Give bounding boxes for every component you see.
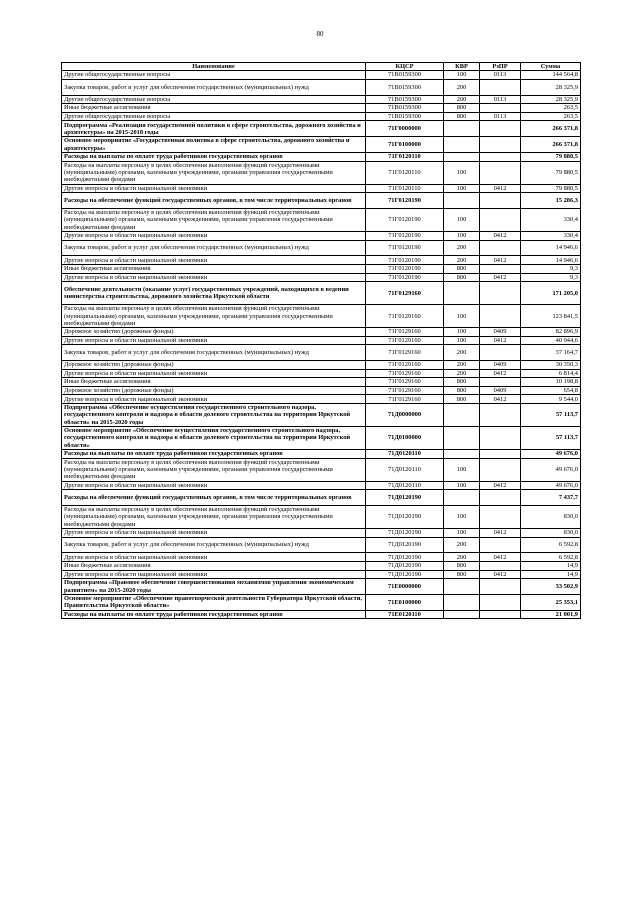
row-kvr-cell: 100 <box>444 161 480 184</box>
row-sum-cell: 830,0 <box>521 529 581 538</box>
row-rzpr-cell <box>480 137 521 153</box>
table-row <box>62 610 581 619</box>
row-kcsr-cell: 71Д0100000 <box>366 427 444 450</box>
table-row <box>62 282 581 305</box>
row-rzpr-cell <box>480 579 521 595</box>
row-kvr-cell: 200 <box>444 240 480 256</box>
table-row <box>62 193 581 209</box>
row-kvr-cell <box>444 579 480 595</box>
row-kcsr-cell: 71В0159300 <box>366 95 444 104</box>
row-sum-cell: 6 814,4 <box>521 369 581 378</box>
row-name-cell: Расходы на выплаты персоналу в целях обеспечения выполнения функций государственными (муниципальными) органами, казенными учреждениями, органами управления государственными внебюджетными фондами <box>62 208 366 231</box>
row-kcsr-cell: 71Г0120190 <box>366 208 444 231</box>
row-kcsr-cell: 71Г0129160 <box>366 386 444 395</box>
row-kcsr-cell: 71Г0120110 <box>366 184 444 193</box>
table-row <box>62 256 581 265</box>
row-kcsr-cell: 71Г0120190 <box>366 231 444 240</box>
row-kvr-cell: 800 <box>444 570 480 579</box>
row-name-cell: Подпрограмма «Правовое обеспечение совершенствования механизмов управления экономическим развитием» на 2015-2020 годы <box>62 579 366 595</box>
row-kvr-cell: 800 <box>444 386 480 395</box>
row-rzpr-cell <box>480 104 521 113</box>
row-kcsr-cell: 71Д0120110 <box>366 450 444 459</box>
row-name-cell: Расходы на обеспечение функций государственных органов, в том числе территориальных органов <box>62 193 366 209</box>
row-sum-cell: 9,3 <box>521 273 581 282</box>
header-kvr: КВР <box>444 63 480 71</box>
budget-table <box>61 62 581 619</box>
row-kvr-cell <box>444 193 480 209</box>
row-rzpr-cell <box>480 79 521 95</box>
row-sum-cell: 10 198,8 <box>521 378 581 387</box>
row-rzpr-cell <box>480 610 521 619</box>
row-rzpr-cell: 0412 <box>480 481 521 490</box>
row-rzpr-cell <box>480 506 521 529</box>
table-row <box>62 152 581 161</box>
row-sum-cell: 37 164,7 <box>521 345 581 361</box>
row-kcsr-cell: 71Г0120190 <box>366 273 444 282</box>
table-row <box>62 369 581 378</box>
row-kcsr-cell: 71В0159300 <box>366 71 444 80</box>
row-name-cell: Иные бюджетные ассигнования <box>62 104 366 113</box>
row-rzpr-cell <box>480 404 521 427</box>
row-rzpr-cell: 0412 <box>480 369 521 378</box>
row-sum-cell: 28 325,9 <box>521 95 581 104</box>
row-name-cell: Основное мероприятие «Обеспечение правотворческой деятельности Губернатора Иркутской области, Правительства Иркутской области» <box>62 595 366 611</box>
row-kcsr-cell: 71Г0120110 <box>366 152 444 161</box>
row-kvr-cell: 200 <box>444 361 480 370</box>
row-name-cell: Основное мероприятие «Государственная политика в сфере строительства, дорожного хозяйства и архитектуры» <box>62 137 366 153</box>
row-kvr-cell <box>444 152 480 161</box>
row-rzpr-cell: 0412 <box>480 336 521 345</box>
row-kcsr-cell: 71Е0000000 <box>366 579 444 595</box>
row-name-cell: Закупка товаров, работ и услуг для обеспечения государственных (муниципальных) нужд <box>62 537 366 553</box>
row-rzpr-cell <box>480 345 521 361</box>
row-rzpr-cell <box>480 161 521 184</box>
row-kcsr-cell: 71Д0120110 <box>366 458 444 481</box>
table-row <box>62 79 581 95</box>
row-kcsr-cell: 71Г0129160 <box>366 345 444 361</box>
table-row <box>62 121 581 137</box>
row-name-cell: Другие вопросы в области национальной экономики <box>62 369 366 378</box>
row-kvr-cell <box>444 450 480 459</box>
row-kcsr-cell: 71Е0100000 <box>366 595 444 611</box>
row-kvr-cell: 200 <box>444 256 480 265</box>
row-kcsr-cell: 71Д0000000 <box>366 404 444 427</box>
row-sum-cell: 330,4 <box>521 231 581 240</box>
row-kcsr-cell: 71Г0120190 <box>366 240 444 256</box>
row-rzpr-cell <box>480 490 521 506</box>
row-kvr-cell: 100 <box>444 208 480 231</box>
row-kvr-cell: 800 <box>444 562 480 571</box>
row-name-cell: Дорожное хозяйство (дорожные фонды) <box>62 328 366 337</box>
row-name-cell: Расходы на выплаты персоналу в целях обеспечения выполнения функций государственными (муниципальными) органами, казенными учреждениями, органами управления государственными внебюджетными фондами <box>62 305 366 328</box>
row-rzpr-cell: 0409 <box>480 361 521 370</box>
row-rzpr-cell: 0412 <box>480 184 521 193</box>
table-row <box>62 95 581 104</box>
row-kcsr-cell: 71В0159300 <box>366 79 444 95</box>
table-row <box>62 231 581 240</box>
row-name-cell: Иные бюджетные ассигнования <box>62 562 366 571</box>
row-kvr-cell: 100 <box>444 529 480 538</box>
row-kvr-cell <box>444 121 480 137</box>
row-name-cell: Расходы на обеспечение функций государственных органов, в том числе территориальных органов <box>62 490 366 506</box>
row-rzpr-cell: 0113 <box>480 71 521 80</box>
table-row <box>62 458 581 481</box>
row-kcsr-cell: 71Г0120190 <box>366 264 444 273</box>
row-rzpr-cell <box>480 240 521 256</box>
row-name-cell: Основное мероприятие «Обеспечение осуществления государственного строительного надзора, государственного контроля и надзора в области долевого строительства на территории Иркутской области» <box>62 427 366 450</box>
table-row <box>62 161 581 184</box>
row-rzpr-cell: 0412 <box>480 570 521 579</box>
table-row <box>62 562 581 571</box>
row-sum-cell: 28 325,9 <box>521 79 581 95</box>
table-row <box>62 378 581 387</box>
row-kcsr-cell: 71Д0120190 <box>366 537 444 553</box>
row-sum-cell: 82 896,9 <box>521 328 581 337</box>
row-rzpr-cell: 0412 <box>480 395 521 404</box>
row-rzpr-cell: 0113 <box>480 95 521 104</box>
row-name-cell: Другие вопросы в области национальной экономики <box>62 273 366 282</box>
row-sum-cell: 79 880,5 <box>521 152 581 161</box>
row-rzpr-cell <box>480 427 521 450</box>
row-kcsr-cell: 71Д0120110 <box>366 481 444 490</box>
row-rzpr-cell <box>480 193 521 209</box>
table-row <box>62 481 581 490</box>
row-kvr-cell: 800 <box>444 112 480 121</box>
row-kvr-cell: 800 <box>444 395 480 404</box>
row-sum-cell: 14,9 <box>521 570 581 579</box>
table-row <box>62 386 581 395</box>
row-sum-cell: 144 564,8 <box>521 71 581 80</box>
row-kvr-cell <box>444 137 480 153</box>
table-row <box>62 427 581 450</box>
row-kvr-cell <box>444 610 480 619</box>
row-kvr-cell: 100 <box>444 458 480 481</box>
row-kcsr-cell: 71В0159300 <box>366 112 444 121</box>
row-sum-cell: 6 592,8 <box>521 537 581 553</box>
table-row <box>62 184 581 193</box>
row-rzpr-cell <box>480 305 521 328</box>
header-name: Наименование <box>62 63 366 71</box>
row-name-cell: Другие вопросы в области национальной экономики <box>62 553 366 562</box>
row-sum-cell: 330,4 <box>521 208 581 231</box>
row-kcsr-cell: 71Г0100000 <box>366 137 444 153</box>
table-row <box>62 71 581 80</box>
row-sum-cell: 14 946,6 <box>521 240 581 256</box>
table-row <box>62 328 581 337</box>
row-kvr-cell: 100 <box>444 328 480 337</box>
row-name-cell: Другие вопросы в области национальной экономики <box>62 184 366 193</box>
row-name-cell: Расходы на выплаты персоналу в целях обеспечения выполнения функций государственными (муниципальными) органами, казенными учреждениями, органами управления государственными внебюджетными фондами <box>62 506 366 529</box>
table-row <box>62 112 581 121</box>
row-name-cell: Иные бюджетные ассигнования <box>62 264 366 273</box>
row-rzpr-cell <box>480 595 521 611</box>
table-row <box>62 336 581 345</box>
row-rzpr-cell: 0412 <box>480 553 521 562</box>
row-kcsr-cell: 71Г0129160 <box>366 361 444 370</box>
row-sum-cell: 654,8 <box>521 386 581 395</box>
header-sum: Сумма <box>521 63 581 71</box>
row-sum-cell: 263,5 <box>521 104 581 113</box>
row-sum-cell: 7 437,7 <box>521 490 581 506</box>
row-sum-cell: 57 113,7 <box>521 404 581 427</box>
row-kvr-cell: 200 <box>444 79 480 95</box>
row-rzpr-cell: 0409 <box>480 328 521 337</box>
row-kvr-cell: 800 <box>444 378 480 387</box>
row-sum-cell: 79 880,5 <box>521 184 581 193</box>
table-row <box>62 450 581 459</box>
page-number: 80 <box>316 30 324 38</box>
row-sum-cell: 9 544,0 <box>521 395 581 404</box>
row-name-cell: Другие общегосударственные вопросы <box>62 71 366 80</box>
row-name-cell: Закупка товаров, работ и услуг для обеспечения государственных (муниципальных) нужд <box>62 240 366 256</box>
row-sum-cell: 57 113,7 <box>521 427 581 450</box>
row-kcsr-cell: 71Е0120110 <box>366 610 444 619</box>
row-kvr-cell: 100 <box>444 336 480 345</box>
row-kcsr-cell: 71Г0129160 <box>366 305 444 328</box>
row-rzpr-cell: 0113 <box>480 112 521 121</box>
row-kvr-cell: 200 <box>444 95 480 104</box>
row-sum-cell: 25 353,1 <box>521 595 581 611</box>
table-row <box>62 361 581 370</box>
table-row <box>62 395 581 404</box>
row-sum-cell: 171 205,0 <box>521 282 581 305</box>
row-name-cell: Иные бюджетные ассигнования <box>62 378 366 387</box>
row-kvr-cell <box>444 282 480 305</box>
row-sum-cell: 266 371,8 <box>521 121 581 137</box>
row-sum-cell: 123 841,5 <box>521 305 581 328</box>
row-kcsr-cell: 71Г0129160 <box>366 336 444 345</box>
row-kvr-cell: 800 <box>444 264 480 273</box>
row-name-cell: Расходы на выплаты по оплате труда работников государственных органов <box>62 450 366 459</box>
table-row <box>62 305 581 328</box>
row-kcsr-cell: 71Г0000000 <box>366 121 444 137</box>
row-name-cell: Закупка товаров, работ и услуг для обеспечения государственных (муниципальных) нужд <box>62 79 366 95</box>
table-row <box>62 553 581 562</box>
row-name-cell: Подпрограмма «Реализация государственной политики в сфере строительства, дорожного хозяйства и архитектуры» на 2015-2018 годы <box>62 121 366 137</box>
row-name-cell: Расходы на выплаты по оплате труда работников государственных органов <box>62 152 366 161</box>
row-kcsr-cell: 71Г0120110 <box>366 161 444 184</box>
row-kvr-cell <box>444 595 480 611</box>
row-name-cell: Другие вопросы в области национальной экономики <box>62 481 366 490</box>
row-kvr-cell: 800 <box>444 273 480 282</box>
row-kvr-cell: 100 <box>444 71 480 80</box>
row-rzpr-cell <box>480 458 521 481</box>
row-sum-cell: 6 592,8 <box>521 553 581 562</box>
row-kvr-cell: 100 <box>444 481 480 490</box>
row-sum-cell: 49 676,0 <box>521 458 581 481</box>
row-name-cell: Другие общегосударственные вопросы <box>62 95 366 104</box>
table-header-row <box>62 63 581 71</box>
row-kcsr-cell: 71Д0120190 <box>366 490 444 506</box>
row-sum-cell: 830,0 <box>521 506 581 529</box>
row-sum-cell: 266 371,8 <box>521 137 581 153</box>
row-name-cell: Расходы на выплаты по оплате труда работников государственных органов <box>62 610 366 619</box>
row-sum-cell: 79 880,5 <box>521 161 581 184</box>
table-row <box>62 137 581 153</box>
row-sum-cell: 30 350,3 <box>521 361 581 370</box>
row-kcsr-cell: 71Г0129160 <box>366 328 444 337</box>
row-rzpr-cell: 0412 <box>480 231 521 240</box>
row-rzpr-cell <box>480 450 521 459</box>
table-row <box>62 345 581 361</box>
row-kcsr-cell: 71Г0129160 <box>366 395 444 404</box>
row-name-cell: Расходы на выплаты персоналу в целях обеспечения выполнения функций государственными (муниципальными) органами, казенными учреждениями, органами управления государственными внебюджетными фондами <box>62 161 366 184</box>
row-kvr-cell <box>444 404 480 427</box>
row-kvr-cell: 100 <box>444 506 480 529</box>
row-kcsr-cell: 71Д0120190 <box>366 506 444 529</box>
row-name-cell: Другие вопросы в области национальной экономики <box>62 256 366 265</box>
row-kcsr-cell: 71В0159300 <box>366 104 444 113</box>
row-kvr-cell: 200 <box>444 537 480 553</box>
row-rzpr-cell: 0412 <box>480 529 521 538</box>
row-sum-cell: 14 946,6 <box>521 256 581 265</box>
row-kcsr-cell: 71Г0129160 <box>366 369 444 378</box>
row-kcsr-cell: 71Д0120190 <box>366 553 444 562</box>
table-row <box>62 273 581 282</box>
row-kvr-cell: 200 <box>444 553 480 562</box>
table-row <box>62 104 581 113</box>
table-row <box>62 240 581 256</box>
table-row <box>62 208 581 231</box>
row-sum-cell: 263,5 <box>521 112 581 121</box>
row-kcsr-cell: 71Г0129160 <box>366 378 444 387</box>
row-rzpr-cell <box>480 562 521 571</box>
row-kcsr-cell: 71Г0120190 <box>366 193 444 209</box>
row-sum-cell: 14,9 <box>521 562 581 571</box>
row-name-cell: Обеспечение деятельности (оказание услуг) государственных учреждений, находящихся в ведении министерства строительства, дорожного хозяйства Иркутской области <box>62 282 366 305</box>
row-rzpr-cell <box>480 152 521 161</box>
row-name-cell: Расходы на выплаты персоналу в целях обеспечения выполнения функций государственными (муниципальными) органами, казенными учреждениями, органами управления государственными внебюджетными фондами <box>62 458 366 481</box>
row-kvr-cell: 100 <box>444 231 480 240</box>
row-sum-cell: 15 286,3 <box>521 193 581 209</box>
row-rzpr-cell <box>480 121 521 137</box>
table-row <box>62 595 581 611</box>
row-rzpr-cell <box>480 264 521 273</box>
header-rzpr: РзПР <box>480 63 521 71</box>
row-rzpr-cell: 0412 <box>480 256 521 265</box>
row-name-cell: Другие вопросы в области национальной экономики <box>62 395 366 404</box>
row-name-cell: Дорожное хозяйство (дорожные фонды) <box>62 361 366 370</box>
row-kcsr-cell: 71Г0129160 <box>366 282 444 305</box>
row-name-cell: Дорожное хозяйство (дорожные фонды) <box>62 386 366 395</box>
row-sum-cell: 9,3 <box>521 264 581 273</box>
row-kvr-cell <box>444 427 480 450</box>
table-row <box>62 570 581 579</box>
table-row <box>62 579 581 595</box>
row-name-cell: Другие вопросы в области национальной экономики <box>62 570 366 579</box>
row-kcsr-cell: 71Д0120190 <box>366 562 444 571</box>
row-rzpr-cell <box>480 537 521 553</box>
row-kvr-cell: 200 <box>444 345 480 361</box>
row-sum-cell: 21 001,9 <box>521 610 581 619</box>
row-kvr-cell: 100 <box>444 305 480 328</box>
row-name-cell: Другие вопросы в области национальной экономики <box>62 231 366 240</box>
row-rzpr-cell <box>480 378 521 387</box>
row-sum-cell: 49 676,0 <box>521 481 581 490</box>
row-sum-cell: 33 502,9 <box>521 579 581 595</box>
row-rzpr-cell <box>480 208 521 231</box>
row-kvr-cell: 200 <box>444 369 480 378</box>
table-row <box>62 506 581 529</box>
table-row <box>62 537 581 553</box>
row-name-cell: Другие вопросы в области национальной экономики <box>62 529 366 538</box>
table-row <box>62 490 581 506</box>
table-row <box>62 404 581 427</box>
row-name-cell: Закупка товаров, работ и услуг для обеспечения государственных (муниципальных) нужд <box>62 345 366 361</box>
row-name-cell: Другие вопросы в области национальной экономики <box>62 336 366 345</box>
row-rzpr-cell <box>480 282 521 305</box>
row-kcsr-cell: 71Д0120190 <box>366 570 444 579</box>
table-row <box>62 264 581 273</box>
row-kvr-cell: 100 <box>444 184 480 193</box>
table-body <box>62 71 581 619</box>
row-sum-cell: 49 676,0 <box>521 450 581 459</box>
row-name-cell: Другие общегосударственные вопросы <box>62 112 366 121</box>
header-kcsr: КЦСР <box>366 63 444 71</box>
row-kcsr-cell: 71Д0120190 <box>366 529 444 538</box>
row-kcsr-cell: 71Г0120190 <box>366 256 444 265</box>
row-sum-cell: 40 944,6 <box>521 336 581 345</box>
row-name-cell: Подпрограмма «Обеспечение осуществления государственного строительного надзора, государственного контроля и надзора в области долевого строительства на территории Иркутской области» на 2015-2020 годы <box>62 404 366 427</box>
table-row <box>62 529 581 538</box>
row-kvr-cell: 800 <box>444 104 480 113</box>
row-kvr-cell <box>444 490 480 506</box>
row-rzpr-cell: 0409 <box>480 386 521 395</box>
row-rzpr-cell: 0412 <box>480 273 521 282</box>
